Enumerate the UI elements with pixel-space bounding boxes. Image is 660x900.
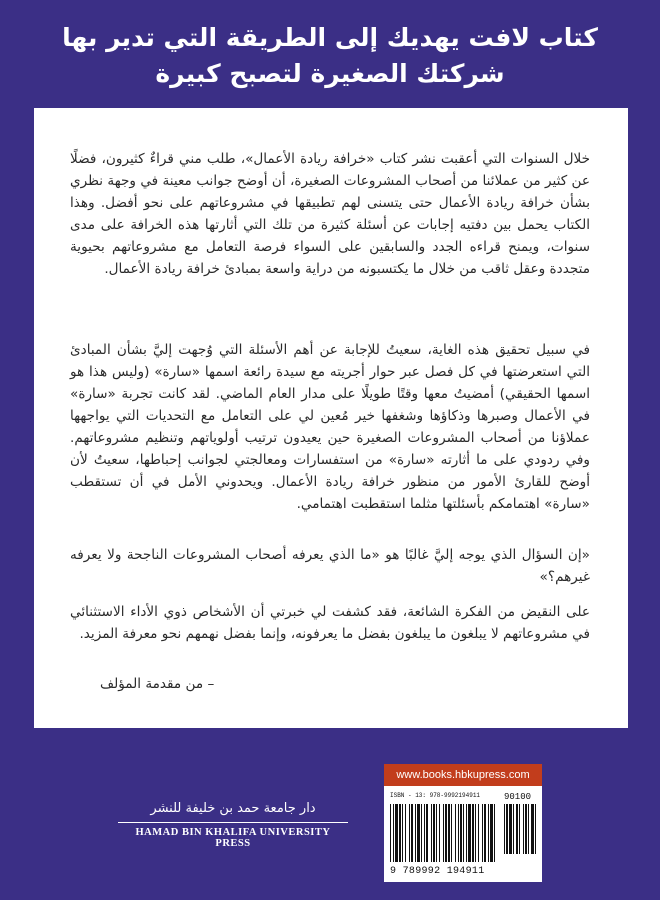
barcode-bar (519, 804, 520, 854)
barcode-box (384, 764, 542, 882)
barcode-bar (488, 804, 489, 862)
barcode-bar (399, 804, 401, 862)
author-signature: – من مقدمة المؤلف (100, 676, 215, 692)
barcode-bar (426, 804, 428, 862)
barcode-bar (448, 804, 450, 862)
barcode-bar (405, 804, 406, 862)
barcode-icon (390, 804, 498, 864)
barcode-bar (494, 804, 495, 862)
barcode-bar (466, 804, 467, 862)
paragraph-2-text: في سبيل تحقيق هذه الغاية، سعيتُ للإجابة عن أهم الأسئلة التي وُجهت إليَّ بشأن المبادئ التي استعرضتها في كل فصل عبر حوار أجريته مع سيدة رائعة اسمها «سارة» (وليس هذا هو اسمها الحقيقي) أمضيتُ معها وقتًا طويلًا على مدار العام الماضي. لقد كانت تجربة «سارة» في الأعمال وصبرها وذكاؤها وشغفها خير مُعين لي على التعامل مع التحديات التي يواجهها عملاؤنا من أصحاب المشروعات الصغيرة حين يعيدون ترتيب أولوياتهم وتنظيم مشروعاتهم. وفي ردودي على ما أثارته «سارة» من استفسارات ومعالجتي لجوانب إحباطها، سعيتُ لأن أوضح للقارئ الأمور من منظور خرافة ريادة الأعمال. ويحدوني الأمل في أن تستقطب «سارة» اهتمامكم بأسئلتها مثلما استقطبت اهتمامي. (70, 342, 590, 512)
paragraph-4 (70, 601, 590, 645)
publisher-logo (118, 800, 348, 849)
paragraph-1-text: خلال السنوات التي أعقبت نشر كتاب «خرافة ريادة الأعمال»، طلب مني قراءٌ كثيرون، فضلًا عن كثير من عملائنا من أصحاب المشروعات الصغيرة، أن أوضح جوانب معينة في وجهة نظري بشأن خرافة ريادة الأعمال حتى يتسنى لهم تطبيقها في مشروعاتهم على نحو أفضل. وهذا الكتاب يحمل بين دفتيه إجابات عن أسئلة كثيرة من تلك التي أثارتها هذه الخرافة على مدى سنوات، ويمنح قراءه الجدد والسابقين على السواء فرصة التعامل مع مشروعاتهم بحيوية متجددة وعقل ثاقب من خلال ما يكتسبونه من دراية واسعة بمبادئ خرافة ريادة الأعمال. (70, 151, 590, 277)
barcode-bar (436, 804, 437, 862)
barcode-bar (433, 804, 435, 862)
publisher-url: www.books.hbkupress.com (384, 764, 542, 786)
barcode-bar (513, 804, 514, 854)
barcode-bar (421, 804, 422, 862)
barcode-bar (451, 804, 452, 862)
barcode-bar (417, 804, 420, 862)
barcode-bar (535, 804, 536, 854)
headline-line-1: كتاب لافت يهديك إلى الطريقة التي تدير بها (62, 23, 598, 52)
barcode-bar (390, 804, 391, 862)
barcode-bar (516, 804, 518, 854)
barcode-bar (424, 804, 425, 862)
barcode-bar (525, 804, 527, 854)
barcode-bar (484, 804, 486, 862)
barcode-bar (509, 804, 512, 854)
headline-line-2: شركتك الصغيرة لتصبح كبيرة (155, 59, 505, 88)
barcode-bar (439, 804, 440, 862)
barcode-bar (478, 804, 479, 862)
isbn-label: ISBN - 13: 978-9992194911 (390, 792, 481, 799)
barcode-bar (460, 804, 462, 862)
paragraph-2 (70, 339, 590, 515)
publisher-name-english: HAMAD BIN KHALIFA UNIVERSITY PRESS (135, 827, 331, 849)
barcode-bar (455, 804, 456, 862)
barcode-bar (415, 804, 416, 862)
barcode-bar (463, 804, 464, 862)
paragraph-3-quote (70, 544, 590, 588)
barcode-bar (531, 804, 534, 854)
barcode-bar (528, 804, 529, 854)
paragraph-1 (70, 148, 590, 280)
barcode-bar (431, 804, 432, 862)
paragraph-3-text: «إن السؤال الذي يوجه إليَّ غالبًا هو «ما الذي يعرفه أصحاب المشروعات الناجحة ولا يعرفه غيرهم؟» (70, 547, 590, 585)
barcode-bar (395, 804, 398, 862)
headline (40, 20, 620, 92)
barcode-bar (458, 804, 459, 862)
barcode-bar (506, 804, 508, 854)
barcode-bar (523, 804, 524, 854)
barcode-bar (411, 804, 413, 862)
barcode-bar (472, 804, 474, 862)
barcode-bar (393, 804, 394, 862)
paragraph-4-text: على النقيض من الفكرة الشائعة، فقد كشفت لي خبرتي أن الأشخاص ذوي الأداء الاستثنائي في مشروعاتهم لا يبلغون ما يبلغون بفضل ما يعرفونه، وإنما بفضل نهمهم نحو معرفة المزيد. (70, 604, 590, 642)
barcode-bar (402, 804, 403, 862)
price-code: 90100 (504, 792, 532, 802)
barcode-bar (468, 804, 471, 862)
addon-barcode-icon (504, 804, 538, 864)
publisher-name-arabic: دار جامعة حمد بن خليفة للنشر (118, 800, 348, 823)
barcode-bar (443, 804, 444, 862)
barcode-bar (475, 804, 476, 862)
barcode-bar (504, 804, 505, 854)
barcode-bar (445, 804, 447, 862)
barcode-bar (409, 804, 410, 862)
barcode-bar (490, 804, 493, 862)
barcode-bar (482, 804, 483, 862)
isbn-digits: 9 789992 194911 (390, 866, 485, 877)
